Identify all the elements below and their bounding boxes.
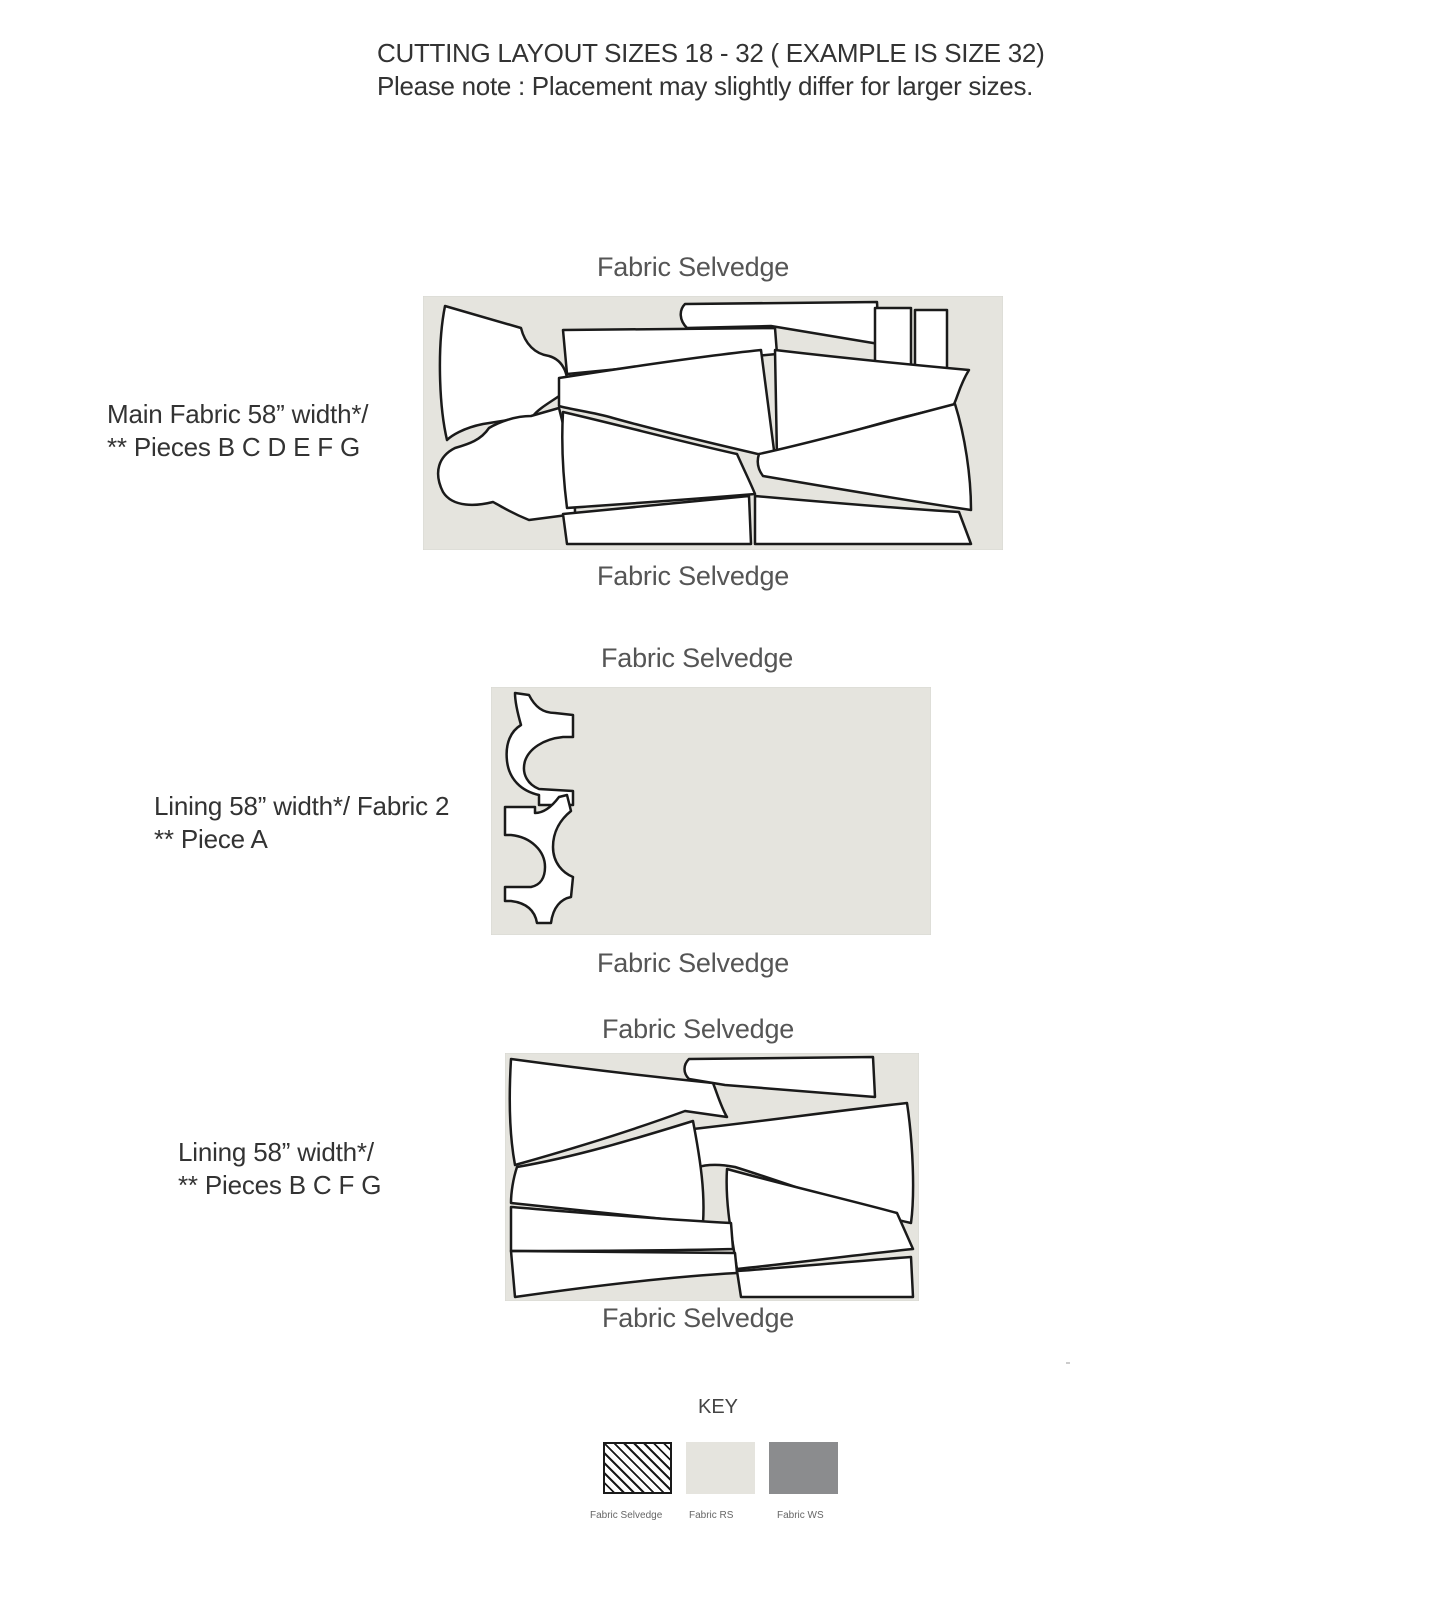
- key-label-fabric-rs: Fabric RS: [689, 1510, 734, 1521]
- key-label-selvedge: Fabric Selvedge: [590, 1510, 663, 1521]
- lining-2-pieces-label: ** Piece A: [154, 824, 268, 854]
- lining-2-label: [154, 790, 449, 856]
- key-swatch-selvedge: [603, 1442, 672, 1494]
- main-fabric-bottom-selvedge-label: Fabric Selvedge: [597, 561, 790, 591]
- lining-3-label: [178, 1136, 381, 1202]
- main-fabric-layout-panel: [423, 296, 1003, 550]
- lining-3-bottom-selvedge-label: Fabric Selvedge: [602, 1303, 795, 1333]
- page-title: CUTTING LAYOUT SIZES 18 - 32 ( EXAMPLE IS SIZE 32): [377, 38, 1045, 68]
- main-fabric-width-label: Main Fabric 58” width*/: [107, 399, 369, 429]
- key-label-fabric-ws: Fabric WS: [777, 1510, 824, 1521]
- key-swatch-fabric-ws: [769, 1442, 838, 1494]
- key-swatch-fabric-rs: [686, 1442, 755, 1494]
- lining-2-width-label: Lining 58” width*/ Fabric 2: [154, 791, 450, 821]
- lining-3-pieces-label: ** Pieces B C F G: [178, 1170, 382, 1200]
- lining-3-layout-diagram: [505, 1053, 919, 1301]
- lining-3-width-label: Lining 58” width*/: [178, 1137, 374, 1167]
- stray-mark: [1066, 1362, 1070, 1364]
- placement-note: Please note : Placement may slightly differ for larger sizes.: [377, 71, 1034, 101]
- main-fabric-top-selvedge-label: Fabric Selvedge: [597, 252, 790, 282]
- lining-2-layout-panel: [491, 687, 931, 935]
- main-fabric-layout-diagram: [423, 296, 1003, 550]
- key-title: KEY: [698, 1396, 739, 1418]
- lining-3-top-selvedge-label: Fabric Selvedge: [602, 1014, 795, 1044]
- pattern-piece-tab-2: [915, 310, 947, 372]
- lining-2-bottom-selvedge-label: Fabric Selvedge: [597, 948, 790, 978]
- lining-3-layout-panel: [505, 1053, 919, 1301]
- lining-2-top-selvedge-label: Fabric Selvedge: [601, 643, 794, 673]
- lining-2-layout-diagram: [491, 687, 931, 935]
- main-fabric-label: [107, 398, 368, 464]
- main-fabric-pieces-label: ** Pieces B C D E F G: [107, 432, 360, 462]
